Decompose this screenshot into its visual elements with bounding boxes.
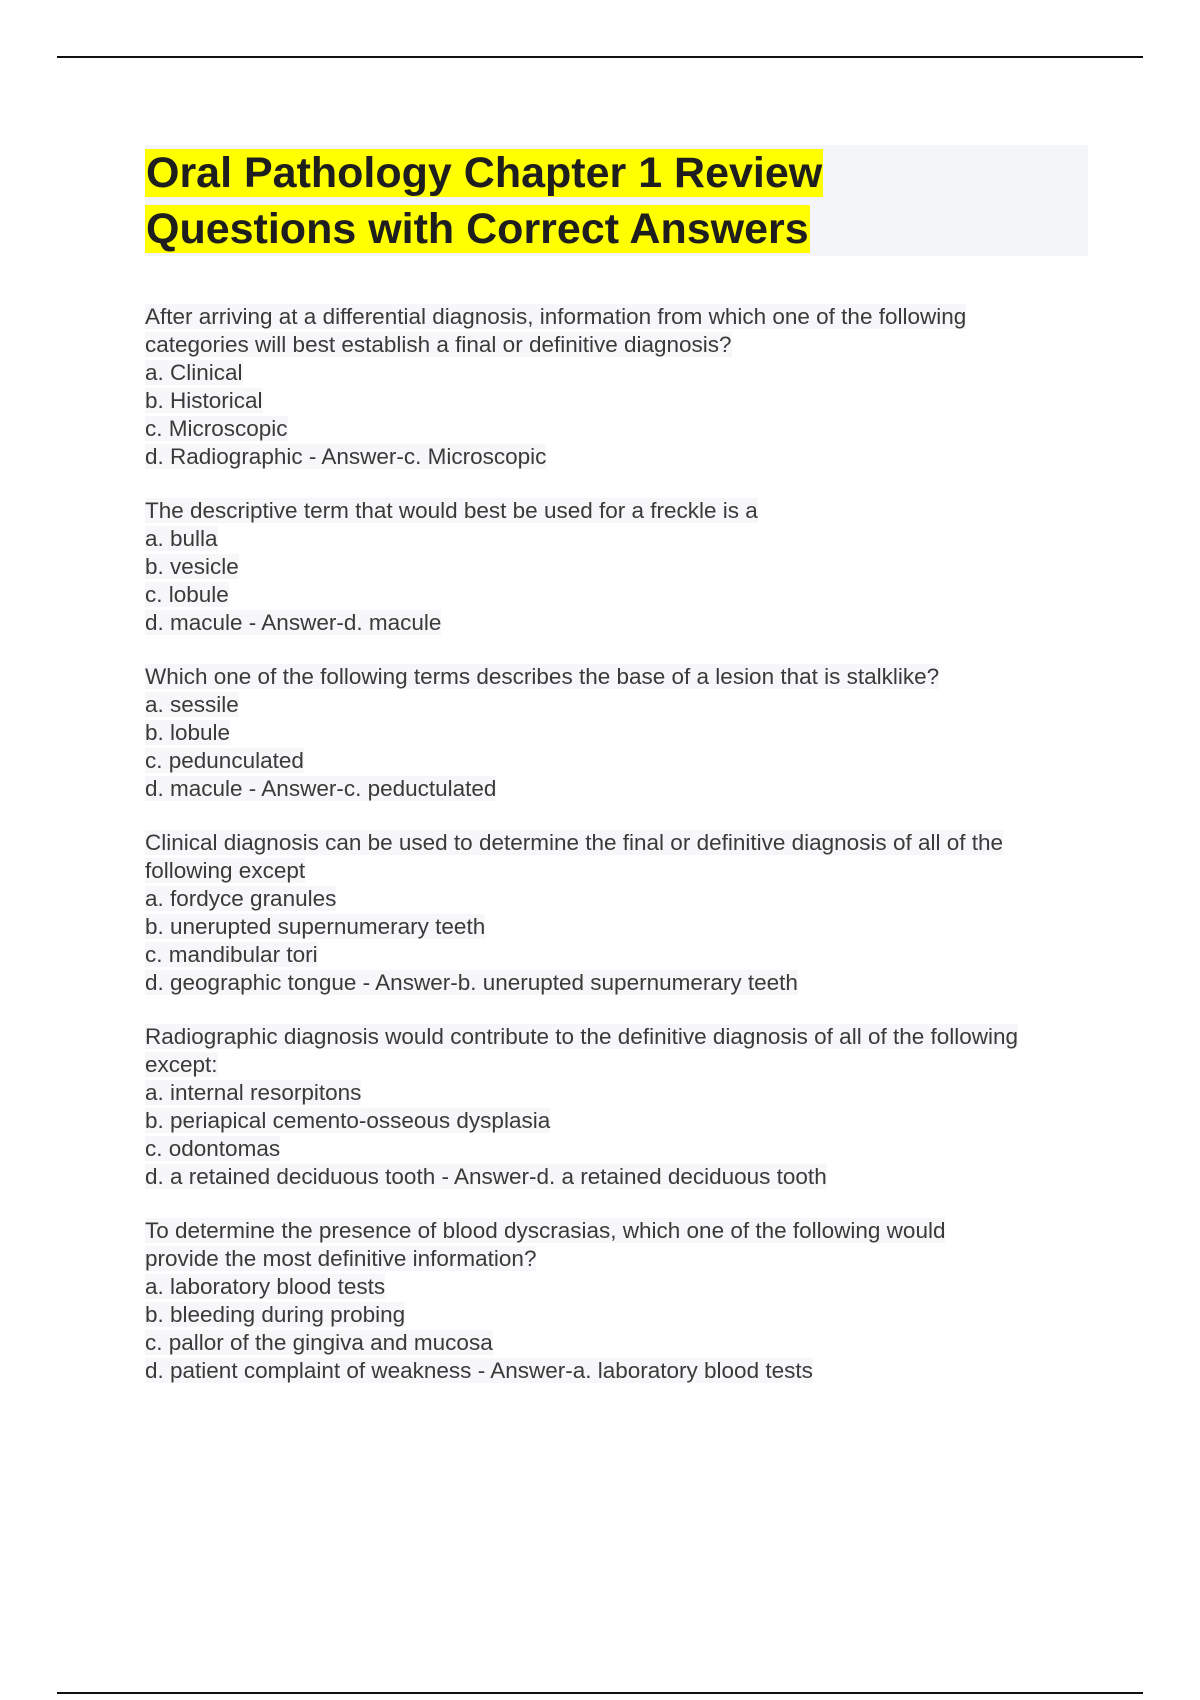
answer-option: a. fordyce granules [145, 886, 337, 911]
question-list [145, 303, 1105, 1411]
answer-option-with-answer: d. macule - Answer-d. macule [145, 610, 442, 635]
answer-option-with-answer: d. macule - Answer-c. peductulated [145, 776, 497, 801]
question-6 [145, 1217, 1105, 1385]
question-text: following except [145, 858, 306, 883]
question-2 [145, 497, 1105, 637]
answer-option: b. unerupted supernumerary teeth [145, 914, 486, 939]
question-1 [145, 303, 1105, 471]
answer-option: a. internal resorpitons [145, 1080, 362, 1105]
answer-option: c. pallor of the gingiva and mucosa [145, 1330, 493, 1355]
page-title [145, 145, 1088, 257]
answer-option-with-answer: d. a retained deciduous tooth - Answer-d. a retained deciduous tooth [145, 1164, 827, 1189]
question-text: categories will best establish a final or definitive diagnosis? [145, 332, 732, 357]
question-text: provide the most definitive information? [145, 1246, 537, 1271]
answer-option: c. odontomas [145, 1136, 281, 1161]
answer-option: b. Historical [145, 388, 263, 413]
answer-option: b. vesicle [145, 554, 239, 579]
answer-option: b. lobule [145, 720, 231, 745]
bottom-rule [57, 1692, 1143, 1694]
answer-option: a. laboratory blood tests [145, 1274, 386, 1299]
question-4 [145, 829, 1105, 997]
question-text: To determine the presence of blood dyscrasias, which one of the following would [145, 1218, 946, 1243]
title-line-1: Oral Pathology Chapter 1 Review [146, 149, 823, 197]
answer-option: c. pedunculated [145, 748, 304, 773]
answer-option: a. sessile [145, 692, 239, 717]
answer-option-with-answer: d. Radiographic - Answer-c. Microscopic [145, 444, 547, 469]
answer-option: a. Clinical [145, 360, 243, 385]
answer-option-with-answer: d. patient complaint of weakness - Answer-a. laboratory blood tests [145, 1358, 813, 1383]
question-text: The descriptive term that would best be used for a freckle is a [145, 498, 758, 523]
title-block [145, 145, 1088, 256]
answer-option: a. bulla [145, 526, 218, 551]
answer-option: b. bleeding during probing [145, 1302, 406, 1327]
question-text: Clinical diagnosis can be used to determine the final or definitive diagnosis of all of the [145, 830, 1004, 855]
question-text: Which one of the following terms describes the base of a lesion that is stalklike? [145, 664, 940, 689]
question-text: After arriving at a differential diagnosis, information from which one of the following [145, 304, 967, 329]
top-rule [57, 56, 1143, 58]
answer-option-with-answer: d. geographic tongue - Answer-b. unerupted supernumerary teeth [145, 970, 798, 995]
question-text: except: [145, 1052, 218, 1077]
question-3 [145, 663, 1105, 803]
question-text: Radiographic diagnosis would contribute to the definitive diagnosis of all of the following [145, 1024, 1019, 1049]
answer-option: c. Microscopic [145, 416, 288, 441]
answer-option: c. mandibular tori [145, 942, 318, 967]
question-5 [145, 1023, 1105, 1191]
title-line-2: Questions with Correct Answers [146, 205, 809, 253]
answer-option: b. periapical cemento-osseous dysplasia [145, 1108, 551, 1133]
answer-option: c. lobule [145, 582, 229, 607]
